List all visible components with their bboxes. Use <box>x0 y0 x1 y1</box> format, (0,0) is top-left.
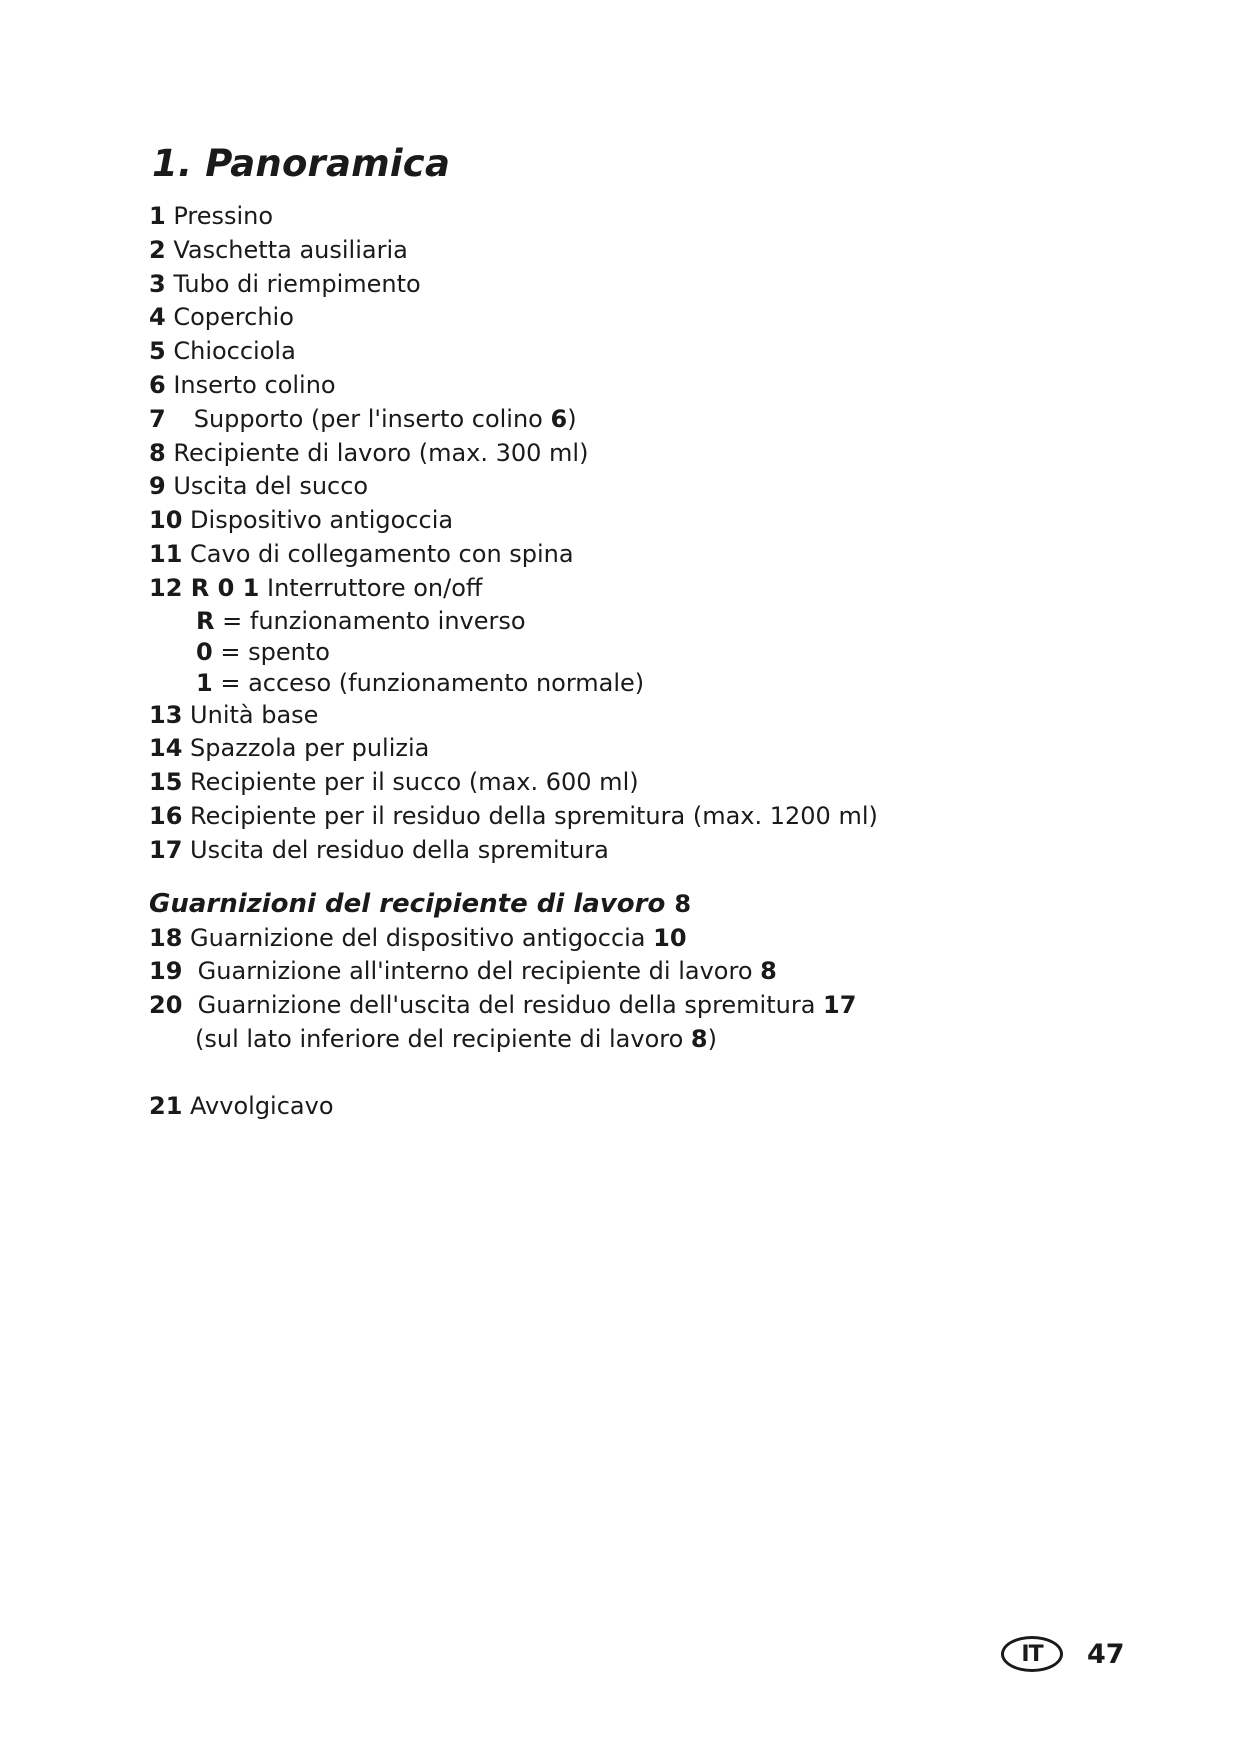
list-item <box>149 800 878 834</box>
item-text: Spazzola per pulizia <box>190 734 430 763</box>
item-number: 11 <box>149 539 183 568</box>
item-number: 8 <box>149 438 166 467</box>
list-item <box>149 922 878 956</box>
item-text: Coperchio <box>173 303 294 332</box>
item-number: 10 <box>149 506 183 535</box>
item-text: Inserto colino <box>173 370 336 399</box>
page-footer <box>1001 1632 1125 1676</box>
item-text: Dispositivo antigoccia <box>190 506 454 535</box>
list-item <box>149 699 878 733</box>
list-item <box>149 766 878 800</box>
item-text: Guarnizione dell'uscita del residuo della spremitura <box>197 991 824 1020</box>
item-text: Vaschetta ausiliaria <box>173 235 408 264</box>
list-item <box>149 335 878 369</box>
list-item <box>149 437 878 471</box>
item-text: Avvolgicavo <box>190 1091 334 1120</box>
list-item <box>149 200 878 234</box>
item-number: 16 <box>149 801 183 830</box>
item-text: Recipiente per il residuo della spremitura (max. 1200 ml) <box>190 801 878 830</box>
list-item <box>149 572 878 606</box>
item-text: Chiocciola <box>173 337 296 366</box>
country-badge: IT <box>1001 1636 1063 1672</box>
item-number: 6 <box>149 370 166 399</box>
item-number: 4 <box>149 303 166 332</box>
list-item <box>149 234 878 268</box>
item-ref: 8 <box>760 957 777 986</box>
list-item <box>149 504 878 538</box>
item-number: 1 <box>149 202 166 230</box>
item-text: Recipiente per il succo (max. 600 ml) <box>190 768 639 797</box>
item-ref: 8 <box>690 1024 708 1053</box>
item-number: 20 <box>149 991 183 1020</box>
switch-option <box>196 668 878 699</box>
spacer <box>149 1057 878 1090</box>
item-number: 9 <box>149 472 166 501</box>
switch-option <box>196 637 878 668</box>
switch-text: = spento <box>220 637 330 666</box>
item-ref: 10 <box>653 923 687 952</box>
item-number: 17 <box>149 835 183 864</box>
gaskets-heading-text: Guarnizioni del recipiente di lavoro <box>149 888 666 919</box>
list-item <box>149 732 878 766</box>
item-text-after: ) <box>567 404 577 433</box>
item-number: 12 R 0 1 <box>149 573 260 602</box>
item-text: Uscita del succo <box>173 472 369 501</box>
item-number: 15 <box>149 768 183 797</box>
list-item <box>149 834 878 868</box>
list-item <box>149 268 878 302</box>
switch-key: R <box>196 606 215 635</box>
item-text: Guarnizione del dispositivo antigoccia <box>190 923 654 952</box>
item-text: Supporto (per l'inserto colino <box>193 404 551 433</box>
switch-text: = funzionamento inverso <box>222 606 526 635</box>
item-text: Interruttore on/off <box>266 573 483 602</box>
list-item <box>149 538 878 572</box>
list-item <box>149 403 878 437</box>
item-number: 14 <box>149 734 183 763</box>
parts-list <box>149 200 878 1124</box>
item-text: Guarnizione all'interno del recipiente di lavoro <box>197 957 761 986</box>
item-text: Uscita del residuo della spremitura <box>190 835 609 864</box>
gaskets-heading-ref: 8 <box>674 889 692 918</box>
item-number: 5 <box>149 337 166 366</box>
switch-option <box>196 606 878 637</box>
switch-text: = acceso (funzionamento normale) <box>220 668 645 697</box>
item-number: 2 <box>149 235 166 264</box>
list-item <box>149 369 878 403</box>
item-number: 18 <box>149 923 183 952</box>
item-text: Cavo di collegamento con spina <box>190 539 574 568</box>
item-text: Recipiente di lavoro (max. 300 ml) <box>173 438 589 467</box>
item-number: 13 <box>149 700 183 729</box>
item-number: 7 <box>149 404 166 433</box>
item-text: (sul lato inferiore del recipiente di lavoro <box>195 1024 691 1053</box>
item-number: 3 <box>149 269 166 298</box>
page-title: 1. Panoramica <box>152 142 451 185</box>
item-number: 19 <box>149 957 183 986</box>
item-text-after: ) <box>707 1024 717 1053</box>
switch-key: 0 <box>196 637 213 666</box>
gaskets-heading <box>149 886 878 922</box>
item-text: Unità base <box>190 700 319 729</box>
item-text: Tubo di riempimento <box>173 269 421 298</box>
switch-options <box>149 606 878 699</box>
switch-key: 1 <box>196 668 213 697</box>
list-item <box>149 955 878 989</box>
item-ref: 6 <box>550 404 568 433</box>
item-ref: 17 <box>823 991 857 1020</box>
item-text: Pressino <box>173 202 274 230</box>
list-item <box>149 989 878 1023</box>
list-item <box>149 301 878 335</box>
list-item <box>149 1090 878 1124</box>
list-item <box>149 470 878 504</box>
item-number: 21 <box>149 1091 183 1120</box>
page-number: 47 <box>1087 1638 1125 1670</box>
list-item-continuation <box>149 1023 878 1057</box>
